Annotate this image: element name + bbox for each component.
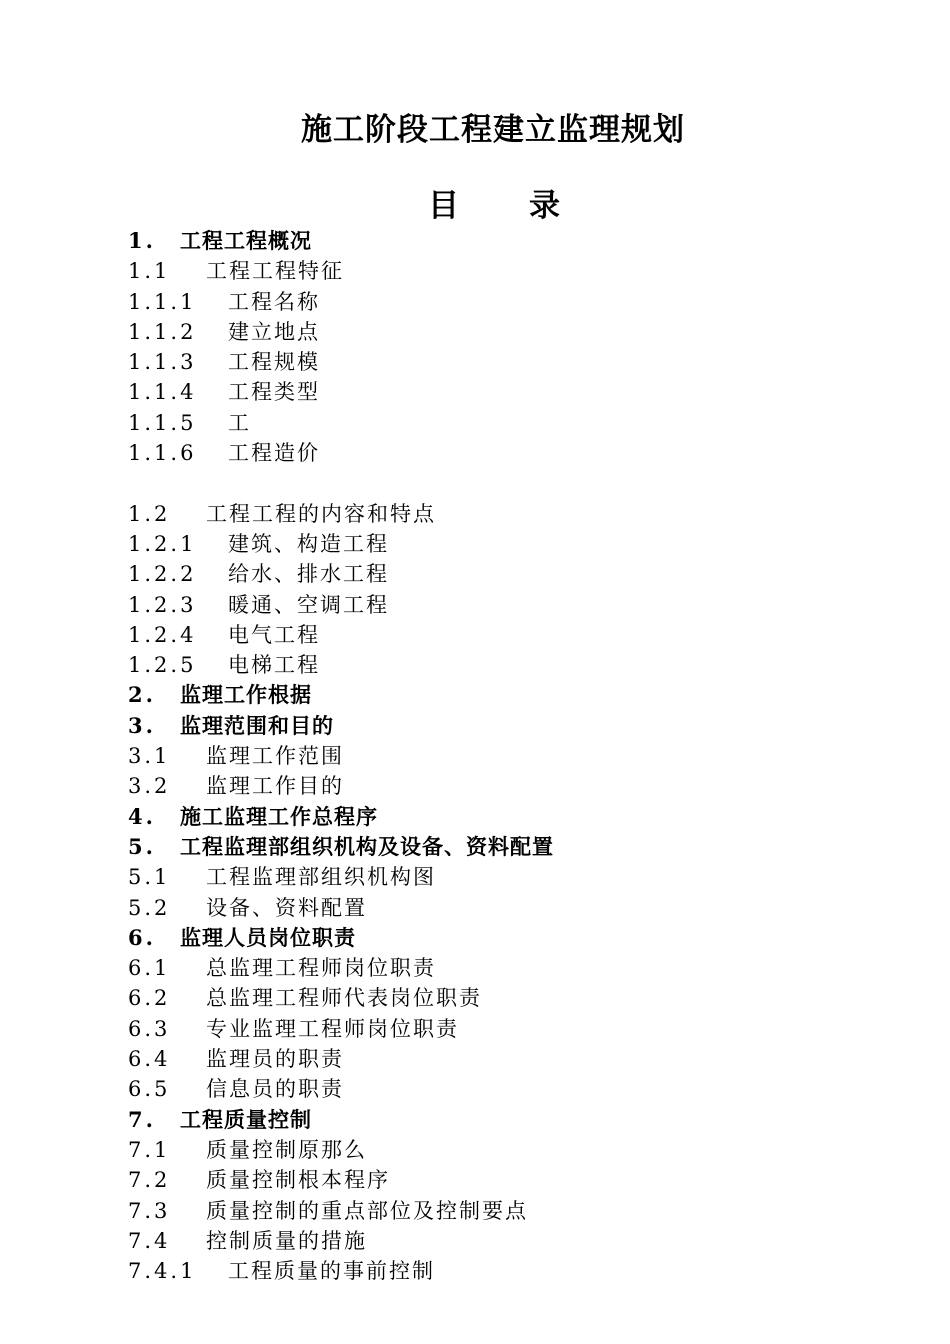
toc-entry-number: 5.1 bbox=[128, 865, 171, 890]
toc-heading-right: 录 bbox=[529, 188, 560, 224]
toc-heading bbox=[428, 184, 560, 228]
toc-entry-number: 1.1.3 bbox=[128, 350, 197, 375]
toc-entry[interactable] bbox=[128, 559, 554, 589]
toc-entry[interactable] bbox=[128, 953, 554, 983]
toc-entry-title: 专业监理工程师岗位职责 bbox=[206, 1016, 459, 1041]
toc-entry[interactable] bbox=[128, 317, 554, 347]
toc-entry-number: 6.1 bbox=[128, 956, 171, 981]
toc-entry-title: 工程造价 bbox=[228, 441, 320, 466]
toc-entry[interactable] bbox=[128, 408, 554, 438]
toc-entry-number: 1.1.5 bbox=[128, 410, 197, 435]
toc-entry-title: 工程名称 bbox=[228, 289, 320, 314]
toc-entry[interactable] bbox=[128, 893, 554, 923]
toc-entry-number: 7.3 bbox=[128, 1198, 171, 1223]
toc-entry[interactable] bbox=[128, 529, 554, 559]
toc-entry[interactable] bbox=[128, 650, 554, 680]
toc-entry-title: 控制质量的措施 bbox=[206, 1228, 367, 1253]
toc-entry[interactable] bbox=[128, 923, 554, 953]
toc-entry-number: 4. bbox=[128, 803, 156, 829]
toc-entry[interactable] bbox=[128, 832, 554, 862]
toc-entry-title: 给水、排水工程 bbox=[228, 562, 389, 587]
toc-entry-title: 电梯工程 bbox=[228, 653, 320, 678]
toc-entry-title: 工程质量的事前控制 bbox=[228, 1259, 435, 1284]
toc-entry-title: 工程质量控制 bbox=[180, 1106, 312, 1132]
toc-entry-number: 7. bbox=[128, 1106, 156, 1132]
toc-entry[interactable] bbox=[128, 862, 554, 892]
toc-entry-number: 7.4 bbox=[128, 1228, 171, 1253]
toc-entry-number: 1.2.1 bbox=[128, 531, 197, 556]
toc-entry-number: 6.4 bbox=[128, 1047, 171, 1072]
toc-entry-title: 设备、资料配置 bbox=[206, 895, 367, 920]
toc-entry[interactable] bbox=[128, 1226, 554, 1256]
toc-entry-number: 5. bbox=[128, 833, 156, 859]
toc-entry-number: 6.2 bbox=[128, 986, 171, 1011]
toc-entry-number: 7.4.1 bbox=[128, 1259, 197, 1284]
toc-entry[interactable] bbox=[128, 1135, 554, 1165]
toc-entry[interactable] bbox=[128, 983, 554, 1013]
toc-entry[interactable] bbox=[128, 771, 554, 801]
toc-entry[interactable] bbox=[128, 499, 554, 529]
toc-entry[interactable] bbox=[128, 287, 554, 317]
toc-entry-number: 6.3 bbox=[128, 1016, 171, 1041]
toc-entry[interactable] bbox=[128, 347, 554, 377]
toc-entry[interactable] bbox=[128, 1196, 554, 1226]
toc-entry-title: 工程工程概况 bbox=[180, 228, 312, 253]
toc-entry-title: 工程工程的内容和特点 bbox=[206, 501, 436, 526]
toc-entry[interactable] bbox=[128, 1165, 554, 1195]
toc-entry-number: 7.2 bbox=[128, 1168, 171, 1193]
toc-entry-title: 监理工作目的 bbox=[206, 774, 344, 799]
toc-entry[interactable] bbox=[128, 438, 554, 468]
toc-entry-title: 电气工程 bbox=[228, 622, 320, 647]
toc-entry-number: 6. bbox=[128, 924, 156, 950]
toc-entry-title: 工程监理部组织机构及设备、资料配置 bbox=[180, 833, 554, 859]
toc-entry[interactable] bbox=[128, 590, 554, 620]
toc-entry-title: 监理人员岗位职责 bbox=[180, 924, 356, 950]
toc-entry-title: 信息员的职责 bbox=[206, 1077, 344, 1102]
toc-entry-number: 1.2 bbox=[128, 501, 171, 526]
toc-entry-title: 建筑、构造工程 bbox=[228, 531, 389, 556]
toc-entry-title: 监理工作范围 bbox=[206, 744, 344, 769]
toc-entry-title: 工程工程特征 bbox=[206, 259, 344, 284]
toc-entry-number: 6.5 bbox=[128, 1077, 171, 1102]
toc-entry-number: 3. bbox=[128, 712, 156, 738]
toc-entry-title: 质量控制的重点部位及控制要点 bbox=[206, 1198, 528, 1223]
toc-entry[interactable] bbox=[128, 377, 554, 407]
toc-entry-number: 1.1.1 bbox=[128, 289, 197, 314]
toc-entry-number: 3.1 bbox=[128, 744, 171, 769]
toc-entry[interactable] bbox=[128, 680, 554, 710]
toc-spacer bbox=[128, 468, 554, 498]
toc-entry-title: 监理员的职责 bbox=[206, 1047, 344, 1072]
toc-entry-title: 监理范围和目的 bbox=[180, 712, 334, 738]
table-of-contents bbox=[128, 226, 554, 1286]
toc-entry-title: 建立地点 bbox=[228, 319, 320, 344]
toc-entry[interactable] bbox=[128, 741, 554, 771]
toc-entry-title: 监理工作根据 bbox=[180, 682, 312, 708]
toc-entry-number: 1.2.4 bbox=[128, 622, 197, 647]
toc-entry-title: 工程规模 bbox=[228, 350, 320, 375]
toc-entry-number: 1. bbox=[128, 228, 156, 253]
toc-entry-title: 总监理工程师岗位职责 bbox=[206, 956, 436, 981]
toc-entry[interactable] bbox=[128, 620, 554, 650]
toc-entry-title: 总监理工程师代表岗位职责 bbox=[206, 986, 482, 1011]
toc-entry-number: 1.2.5 bbox=[128, 653, 197, 678]
toc-entry-number: 2. bbox=[128, 682, 156, 708]
toc-entry[interactable] bbox=[128, 1014, 554, 1044]
toc-entry-title: 质量控制根本程序 bbox=[206, 1168, 390, 1193]
toc-entry-number: 1.1 bbox=[128, 259, 171, 284]
toc-entry-number: 1.2.3 bbox=[128, 592, 197, 617]
toc-entry-number: 7.1 bbox=[128, 1137, 171, 1162]
toc-entry[interactable] bbox=[128, 1105, 554, 1135]
toc-entry[interactable] bbox=[128, 1044, 554, 1074]
toc-entry-number: 1.1.2 bbox=[128, 319, 197, 344]
toc-entry[interactable] bbox=[128, 1256, 554, 1286]
document-title: 施工阶段工程建立监理规划 bbox=[301, 112, 685, 148]
toc-heading-left: 目 bbox=[428, 188, 459, 224]
toc-entry-number: 3.2 bbox=[128, 774, 171, 799]
toc-entry-title: 工 bbox=[228, 410, 251, 435]
toc-entry-title: 工程监理部组织机构图 bbox=[206, 865, 436, 890]
toc-entry-title: 暖通、空调工程 bbox=[228, 592, 389, 617]
toc-entry-title: 工程类型 bbox=[228, 380, 320, 405]
toc-entry[interactable] bbox=[128, 226, 554, 256]
toc-entry-number: 5.2 bbox=[128, 895, 171, 920]
toc-entry-title: 质量控制原那么 bbox=[206, 1137, 367, 1162]
toc-entry-title: 施工监理工作总程序 bbox=[180, 803, 378, 829]
toc-entry[interactable] bbox=[128, 711, 554, 741]
toc-entry[interactable] bbox=[128, 802, 554, 832]
toc-entry-number: 1.1.6 bbox=[128, 441, 197, 466]
toc-entry-number: 1.1.4 bbox=[128, 380, 197, 405]
toc-entry[interactable] bbox=[128, 256, 554, 286]
toc-entry[interactable] bbox=[128, 1074, 554, 1104]
toc-entry-number: 1.2.2 bbox=[128, 562, 197, 587]
